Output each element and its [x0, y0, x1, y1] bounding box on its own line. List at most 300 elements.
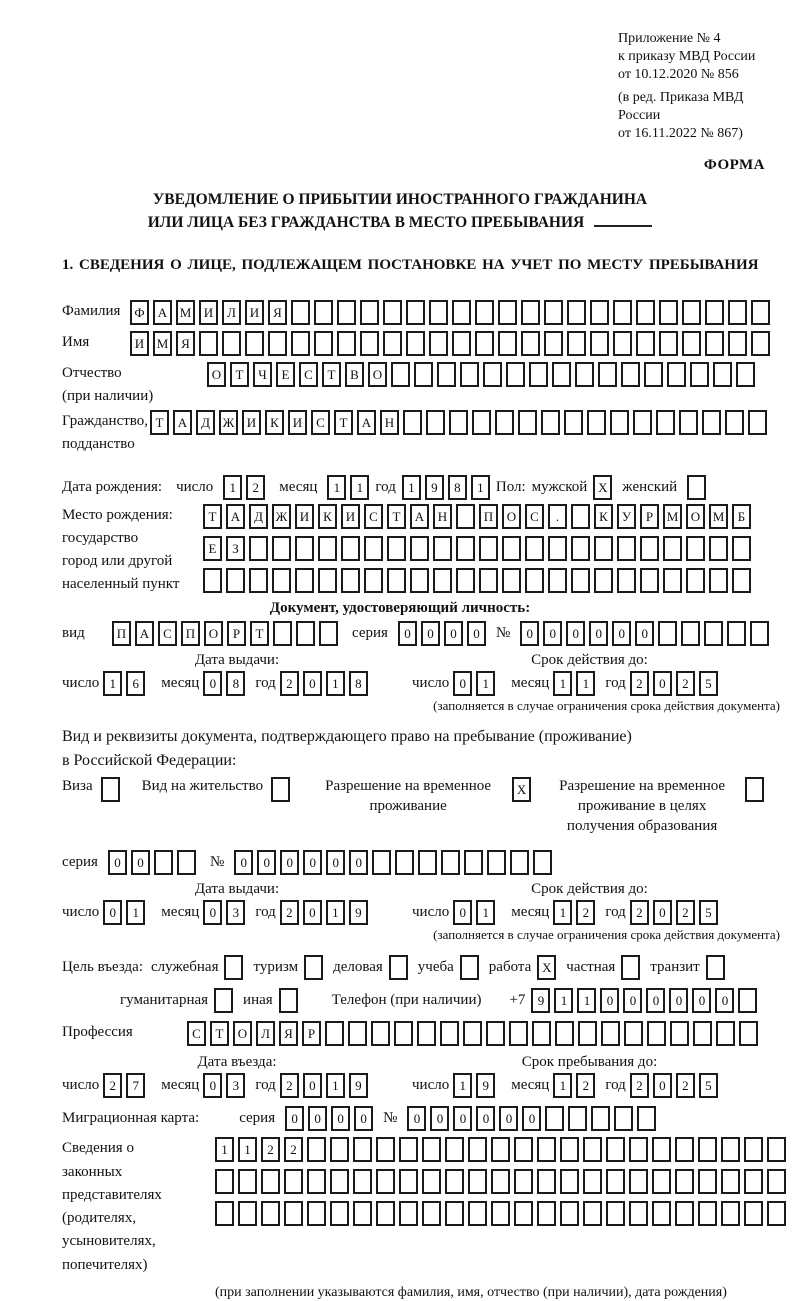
form-cell[interactable] — [591, 1106, 610, 1131]
form-cell[interactable]: 0 — [444, 621, 463, 646]
form-cell[interactable]: 2 — [630, 1073, 649, 1098]
form-cell[interactable] — [272, 536, 291, 561]
form-cell[interactable] — [394, 1021, 413, 1046]
form-cell[interactable]: 2 — [676, 900, 695, 925]
form-cell[interactable] — [498, 331, 517, 356]
form-cell[interactable] — [533, 850, 552, 875]
form-cell[interactable] — [395, 850, 414, 875]
form-cell[interactable] — [422, 1137, 441, 1162]
form-cell[interactable] — [709, 568, 728, 593]
form-cell[interactable] — [426, 410, 445, 435]
form-cell[interactable]: С — [364, 504, 383, 529]
form-cell[interactable] — [433, 536, 452, 561]
form-cell[interactable]: 1 — [326, 671, 345, 696]
form-cell[interactable] — [433, 568, 452, 593]
form-cell[interactable]: Н — [433, 504, 452, 529]
form-cell[interactable] — [479, 568, 498, 593]
form-cell[interactable] — [330, 1201, 349, 1226]
form-cell[interactable] — [456, 536, 475, 561]
form-cell[interactable] — [238, 1169, 257, 1194]
form-cell[interactable] — [318, 568, 337, 593]
form-cell[interactable] — [702, 410, 721, 435]
form-cell[interactable] — [341, 536, 360, 561]
form-cell[interactable] — [399, 1137, 418, 1162]
form-cell[interactable]: 0 — [203, 900, 222, 925]
form-cell[interactable] — [617, 568, 636, 593]
form-cell[interactable] — [353, 1201, 372, 1226]
form-cell[interactable] — [304, 955, 323, 980]
form-cell[interactable]: 0 — [453, 900, 472, 925]
form-cell[interactable]: 0 — [499, 1106, 518, 1131]
form-cell[interactable]: 1 — [471, 475, 490, 500]
form-cell[interactable] — [318, 536, 337, 561]
form-cell[interactable]: Е — [276, 362, 295, 387]
form-cell[interactable] — [698, 1201, 717, 1226]
form-cell[interactable] — [389, 955, 408, 980]
form-cell[interactable] — [509, 1021, 528, 1046]
form-cell[interactable] — [751, 331, 770, 356]
form-cell[interactable] — [272, 568, 291, 593]
phone-cells[interactable] — [531, 988, 757, 1013]
form-cell[interactable] — [271, 777, 290, 802]
form-cell[interactable]: 0 — [467, 621, 486, 646]
form-cell[interactable]: М — [153, 331, 172, 356]
form-cell[interactable] — [215, 1201, 234, 1226]
form-cell[interactable]: З — [226, 536, 245, 561]
form-cell[interactable]: Ж — [272, 504, 291, 529]
form-cell[interactable]: Т — [250, 621, 269, 646]
form-cell[interactable] — [372, 850, 391, 875]
form-cell[interactable] — [238, 1201, 257, 1226]
form-cell[interactable]: 2 — [676, 671, 695, 696]
form-cell[interactable]: 0 — [453, 1106, 472, 1131]
form-cell[interactable]: 1 — [327, 475, 346, 500]
form-cell[interactable] — [682, 300, 701, 325]
form-cell[interactable]: С — [311, 410, 330, 435]
form-cell[interactable] — [663, 536, 682, 561]
form-cell[interactable]: У — [617, 504, 636, 529]
form-cell[interactable]: О — [233, 1021, 252, 1046]
form-cell[interactable]: 0 — [398, 621, 417, 646]
form-cell[interactable]: 2 — [280, 900, 299, 925]
form-cell[interactable]: 1 — [350, 475, 369, 500]
form-cell[interactable] — [617, 536, 636, 561]
form-cell[interactable] — [728, 331, 747, 356]
form-cell[interactable]: 1 — [103, 671, 122, 696]
form-cell[interactable]: 0 — [543, 621, 562, 646]
form-cell[interactable]: 5 — [699, 671, 718, 696]
form-cell[interactable] — [215, 1169, 234, 1194]
form-cell[interactable]: 1 — [215, 1137, 234, 1162]
form-cell[interactable] — [154, 850, 173, 875]
form-cell[interactable] — [633, 410, 652, 435]
form-cell[interactable] — [705, 331, 724, 356]
form-cell[interactable] — [406, 331, 425, 356]
form-cell[interactable] — [610, 410, 629, 435]
form-cell[interactable]: 0 — [303, 671, 322, 696]
form-cell[interactable] — [686, 568, 705, 593]
form-cell[interactable] — [659, 331, 678, 356]
form-cell[interactable] — [537, 1137, 556, 1162]
form-cell[interactable] — [571, 536, 590, 561]
form-cell[interactable]: Ч — [253, 362, 272, 387]
form-cell[interactable] — [495, 410, 514, 435]
form-cell[interactable]: 1 — [553, 900, 572, 925]
form-cell[interactable]: 9 — [425, 475, 444, 500]
form-cell[interactable] — [713, 362, 732, 387]
form-cell[interactable] — [705, 300, 724, 325]
form-cell[interactable]: А — [410, 504, 429, 529]
form-cell[interactable] — [341, 568, 360, 593]
form-cell[interactable] — [364, 568, 383, 593]
form-cell[interactable] — [613, 331, 632, 356]
form-cell[interactable]: 0 — [669, 988, 688, 1013]
form-cell[interactable]: О — [368, 362, 387, 387]
form-cell[interactable] — [521, 331, 540, 356]
form-cell[interactable] — [571, 568, 590, 593]
form-cell[interactable]: 2 — [280, 671, 299, 696]
form-cell[interactable]: 2 — [284, 1137, 303, 1162]
form-cell[interactable] — [456, 504, 475, 529]
form-cell[interactable] — [667, 362, 686, 387]
form-cell[interactable]: 0 — [430, 1106, 449, 1131]
form-cell[interactable] — [716, 1021, 735, 1046]
form-cell[interactable]: И — [295, 504, 314, 529]
form-cell[interactable] — [376, 1169, 395, 1194]
form-cell[interactable] — [629, 1201, 648, 1226]
form-cell[interactable] — [445, 1169, 464, 1194]
form-cell[interactable] — [307, 1169, 326, 1194]
form-cell[interactable]: 0 — [103, 900, 122, 925]
form-cell[interactable] — [101, 777, 120, 802]
form-cell[interactable] — [578, 1021, 597, 1046]
form-cell[interactable]: С — [525, 504, 544, 529]
form-cell[interactable]: 2 — [576, 900, 595, 925]
form-cell[interactable] — [636, 331, 655, 356]
form-cell[interactable]: Ж — [219, 410, 238, 435]
form-cell[interactable]: 1 — [326, 900, 345, 925]
form-cell[interactable]: 1 — [553, 671, 572, 696]
form-cell[interactable]: П — [181, 621, 200, 646]
residence-permit-checkbox[interactable] — [271, 777, 290, 802]
purpose-private-checkbox[interactable] — [621, 955, 640, 980]
form-cell[interactable] — [491, 1169, 510, 1194]
form-cell[interactable]: 1 — [554, 988, 573, 1013]
form-cell[interactable]: И — [242, 410, 261, 435]
form-cell[interactable]: 0 — [303, 900, 322, 925]
form-cell[interactable]: О — [502, 504, 521, 529]
form-cell[interactable] — [532, 1021, 551, 1046]
form-cell[interactable] — [709, 536, 728, 561]
purpose-work-checkbox[interactable] — [537, 955, 556, 980]
form-cell[interactable] — [410, 568, 429, 593]
form-cell[interactable]: 1 — [126, 900, 145, 925]
form-cell[interactable] — [295, 536, 314, 561]
form-cell[interactable]: X — [512, 777, 531, 802]
form-cell[interactable] — [445, 1137, 464, 1162]
form-cell[interactable]: 0 — [308, 1106, 327, 1131]
form-cell[interactable]: 2 — [630, 900, 649, 925]
form-cell[interactable] — [725, 410, 744, 435]
form-cell[interactable] — [521, 300, 540, 325]
form-cell[interactable] — [177, 850, 196, 875]
form-cell[interactable] — [502, 536, 521, 561]
form-cell[interactable] — [468, 1201, 487, 1226]
form-cell[interactable] — [727, 621, 746, 646]
form-cell[interactable] — [460, 362, 479, 387]
visa-checkbox[interactable] — [101, 777, 120, 802]
form-cell[interactable]: К — [265, 410, 284, 435]
form-cell[interactable]: М — [709, 504, 728, 529]
form-cell[interactable]: 1 — [577, 988, 596, 1013]
form-cell[interactable]: Н — [380, 410, 399, 435]
form-cell[interactable]: 9 — [349, 1073, 368, 1098]
form-cell[interactable]: Т — [322, 362, 341, 387]
form-cell[interactable] — [525, 568, 544, 593]
form-cell[interactable] — [571, 504, 590, 529]
form-cell[interactable] — [736, 362, 755, 387]
form-cell[interactable] — [314, 331, 333, 356]
purpose-other-checkbox[interactable] — [279, 988, 298, 1013]
form-cell[interactable]: 0 — [646, 988, 665, 1013]
form-cell[interactable] — [567, 300, 586, 325]
form-cell[interactable]: Т — [203, 504, 222, 529]
form-cell[interactable]: 0 — [612, 621, 631, 646]
form-cell[interactable]: 1 — [238, 1137, 257, 1162]
purpose-study-checkbox[interactable] — [460, 955, 479, 980]
form-cell[interactable] — [406, 300, 425, 325]
form-cell[interactable] — [564, 410, 583, 435]
form-cell[interactable]: 0 — [280, 850, 299, 875]
form-cell[interactable] — [606, 1169, 625, 1194]
form-cell[interactable]: 1 — [223, 475, 242, 500]
form-cell[interactable] — [544, 331, 563, 356]
form-cell[interactable] — [748, 410, 767, 435]
form-cell[interactable]: 9 — [349, 900, 368, 925]
form-cell[interactable]: 0 — [715, 988, 734, 1013]
form-cell[interactable] — [452, 300, 471, 325]
form-cell[interactable] — [679, 410, 698, 435]
form-cell[interactable]: 0 — [476, 1106, 495, 1131]
form-cell[interactable] — [686, 536, 705, 561]
form-cell[interactable]: М — [176, 300, 195, 325]
form-cell[interactable] — [704, 621, 723, 646]
form-cell[interactable]: 0 — [692, 988, 711, 1013]
form-cell[interactable] — [284, 1169, 303, 1194]
form-cell[interactable] — [560, 1169, 579, 1194]
form-cell[interactable] — [529, 362, 548, 387]
form-cell[interactable]: 9 — [476, 1073, 495, 1098]
purpose-business-checkbox[interactable] — [389, 955, 408, 980]
form-cell[interactable]: 0 — [331, 1106, 350, 1131]
form-cell[interactable] — [449, 410, 468, 435]
form-cell[interactable]: Д — [196, 410, 215, 435]
form-cell[interactable] — [670, 1021, 689, 1046]
form-cell[interactable] — [640, 536, 659, 561]
form-cell[interactable] — [744, 1137, 763, 1162]
form-cell[interactable] — [621, 362, 640, 387]
form-cell[interactable]: Т — [150, 410, 169, 435]
form-cell[interactable]: 8 — [349, 671, 368, 696]
sex-female-checkbox[interactable] — [687, 475, 706, 500]
form-cell[interactable] — [767, 1169, 786, 1194]
form-cell[interactable] — [629, 1137, 648, 1162]
form-cell[interactable] — [307, 1137, 326, 1162]
form-cell[interactable] — [479, 536, 498, 561]
form-cell[interactable] — [387, 568, 406, 593]
form-cell[interactable]: Ф — [130, 300, 149, 325]
form-cell[interactable] — [296, 621, 315, 646]
purpose-humanitarian-checkbox[interactable] — [214, 988, 233, 1013]
form-cell[interactable] — [636, 300, 655, 325]
form-cell[interactable]: 2 — [676, 1073, 695, 1098]
form-cell[interactable]: И — [245, 300, 264, 325]
form-cell[interactable] — [738, 988, 757, 1013]
form-cell[interactable]: 5 — [699, 900, 718, 925]
form-cell[interactable] — [268, 331, 287, 356]
form-cell[interactable] — [624, 1021, 643, 1046]
form-cell[interactable] — [693, 1021, 712, 1046]
form-cell[interactable] — [518, 410, 537, 435]
form-cell[interactable] — [291, 300, 310, 325]
form-cell[interactable]: 0 — [453, 671, 472, 696]
form-cell[interactable] — [514, 1137, 533, 1162]
form-cell[interactable] — [560, 1201, 579, 1226]
form-cell[interactable] — [364, 536, 383, 561]
form-cell[interactable] — [348, 1021, 367, 1046]
form-cell[interactable] — [545, 1106, 564, 1131]
form-cell[interactable] — [739, 1021, 758, 1046]
form-cell[interactable] — [614, 1106, 633, 1131]
form-cell[interactable] — [652, 1201, 671, 1226]
form-cell[interactable]: О — [204, 621, 223, 646]
form-cell[interactable] — [675, 1201, 694, 1226]
form-cell[interactable]: X — [537, 955, 556, 980]
form-cell[interactable]: Б — [732, 504, 751, 529]
form-cell[interactable] — [698, 1169, 717, 1194]
form-cell[interactable]: 0 — [589, 621, 608, 646]
form-cell[interactable]: 6 — [126, 671, 145, 696]
form-cell[interactable]: 0 — [131, 850, 150, 875]
form-cell[interactable]: В — [345, 362, 364, 387]
form-cell[interactable]: 0 — [623, 988, 642, 1013]
form-cell[interactable]: Л — [222, 300, 241, 325]
form-cell[interactable]: 0 — [653, 900, 672, 925]
temp-residence-checkbox[interactable] — [512, 777, 531, 802]
form-cell[interactable]: П — [112, 621, 131, 646]
form-cell[interactable]: С — [187, 1021, 206, 1046]
form-cell[interactable] — [468, 1169, 487, 1194]
form-cell[interactable] — [399, 1201, 418, 1226]
form-cell[interactable] — [744, 1201, 763, 1226]
form-cell[interactable]: 2 — [103, 1073, 122, 1098]
form-cell[interactable]: 0 — [108, 850, 127, 875]
form-cell[interactable] — [594, 536, 613, 561]
form-cell[interactable] — [658, 621, 677, 646]
form-cell[interactable] — [590, 300, 609, 325]
form-cell[interactable]: 0 — [566, 621, 585, 646]
form-cell[interactable] — [391, 362, 410, 387]
form-cell[interactable] — [483, 362, 502, 387]
form-cell[interactable] — [214, 988, 233, 1013]
form-cell[interactable] — [314, 300, 333, 325]
form-cell[interactable]: Д — [249, 504, 268, 529]
purpose-tourism-checkbox[interactable] — [304, 955, 323, 980]
form-cell[interactable] — [456, 568, 475, 593]
form-cell[interactable]: Я — [279, 1021, 298, 1046]
sex-male-checkbox[interactable] — [593, 475, 612, 500]
form-cell[interactable] — [383, 331, 402, 356]
form-cell[interactable] — [502, 568, 521, 593]
form-cell[interactable]: 8 — [448, 475, 467, 500]
form-cell[interactable] — [468, 1137, 487, 1162]
form-cell[interactable] — [410, 536, 429, 561]
form-cell[interactable] — [537, 1201, 556, 1226]
form-cell[interactable] — [261, 1169, 280, 1194]
form-cell[interactable]: 9 — [531, 988, 550, 1013]
form-cell[interactable] — [445, 1201, 464, 1226]
form-cell[interactable] — [441, 850, 460, 875]
form-cell[interactable] — [319, 621, 338, 646]
form-cell[interactable] — [330, 1137, 349, 1162]
form-cell[interactable] — [698, 1137, 717, 1162]
form-cell[interactable] — [307, 1201, 326, 1226]
form-cell[interactable] — [525, 536, 544, 561]
form-cell[interactable]: О — [686, 504, 705, 529]
form-cell[interactable] — [325, 1021, 344, 1046]
form-cell[interactable] — [249, 568, 268, 593]
form-cell[interactable]: И — [288, 410, 307, 435]
form-cell[interactable]: 1 — [476, 671, 495, 696]
form-cell[interactable] — [598, 362, 617, 387]
form-cell[interactable]: Т — [387, 504, 406, 529]
form-cell[interactable] — [663, 568, 682, 593]
form-cell[interactable] — [514, 1169, 533, 1194]
purpose-transit-checkbox[interactable] — [706, 955, 725, 980]
form-cell[interactable]: 0 — [600, 988, 619, 1013]
form-cell[interactable] — [295, 568, 314, 593]
form-cell[interactable]: 2 — [246, 475, 265, 500]
form-cell[interactable] — [575, 362, 594, 387]
form-cell[interactable] — [594, 568, 613, 593]
form-cell[interactable]: А — [153, 300, 172, 325]
form-cell[interactable] — [687, 475, 706, 500]
form-cell[interactable]: А — [173, 410, 192, 435]
form-cell[interactable] — [537, 1169, 556, 1194]
form-cell[interactable] — [498, 300, 517, 325]
form-cell[interactable] — [291, 331, 310, 356]
form-cell[interactable] — [429, 331, 448, 356]
form-cell[interactable] — [640, 568, 659, 593]
form-cell[interactable] — [514, 1201, 533, 1226]
form-cell[interactable] — [486, 1021, 505, 1046]
form-cell[interactable]: 7 — [126, 1073, 145, 1098]
form-cell[interactable] — [652, 1137, 671, 1162]
form-cell[interactable] — [583, 1201, 602, 1226]
form-cell[interactable]: И — [341, 504, 360, 529]
form-cell[interactable]: 3 — [226, 1073, 245, 1098]
form-cell[interactable]: С — [299, 362, 318, 387]
form-cell[interactable] — [226, 568, 245, 593]
form-cell[interactable] — [422, 1169, 441, 1194]
form-cell[interactable]: 2 — [576, 1073, 595, 1098]
form-cell[interactable] — [721, 1201, 740, 1226]
form-cell[interactable]: М — [663, 504, 682, 529]
form-cell[interactable] — [422, 1201, 441, 1226]
form-cell[interactable] — [541, 410, 560, 435]
form-cell[interactable] — [606, 1201, 625, 1226]
form-cell[interactable] — [728, 300, 747, 325]
